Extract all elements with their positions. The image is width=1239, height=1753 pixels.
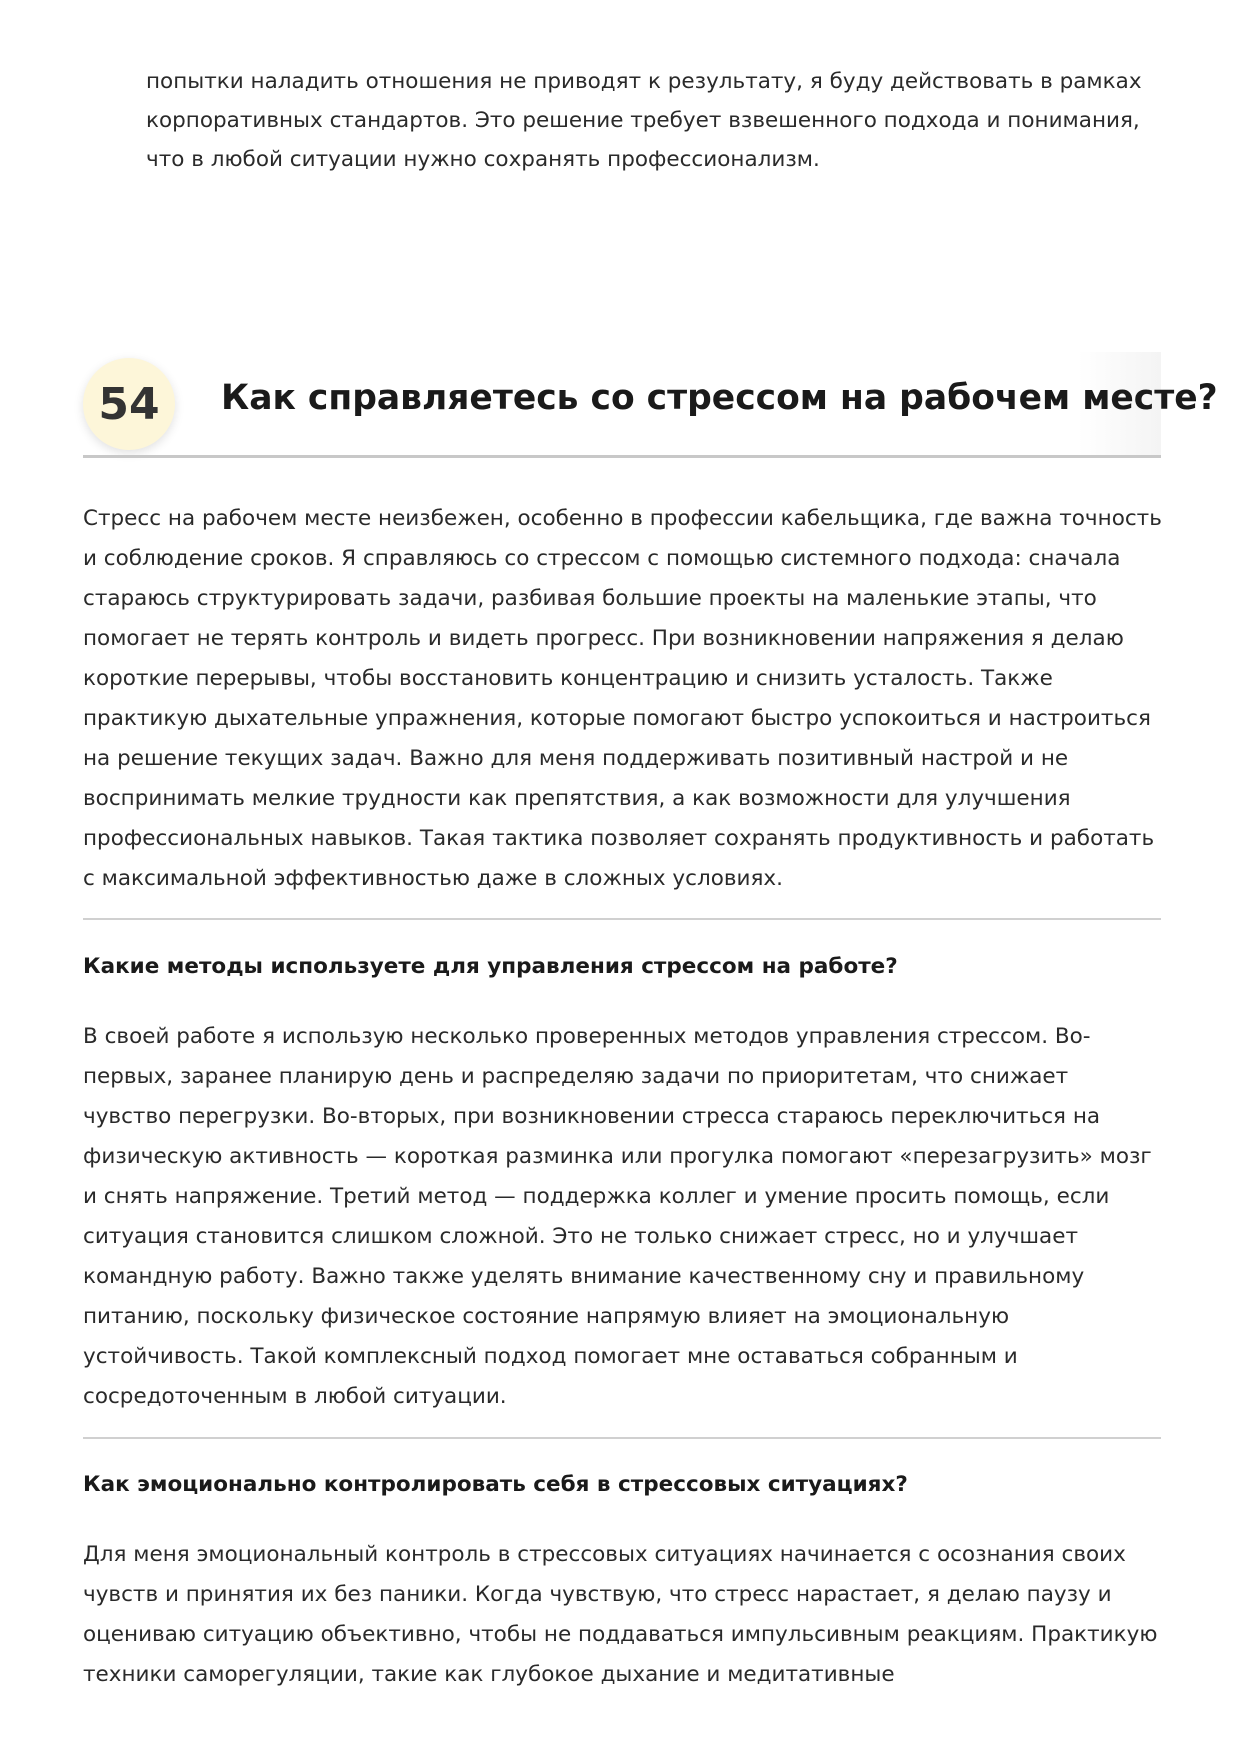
- question-answer: Стресс на рабочем месте неизбежен, особенно в профессии кабельщика, где важна точность и соблюдение сроков. Я справляюсь со стрессом с помощью системного подхода: сначала стараюсь структурировать задачи, разбивая большие проекты на маленькие этапы, что помогает не терять контроль и видеть прогресс. При возникновении напряжения я делаю короткие перерывы, чтобы восстановить концентрацию и снизить усталость. Также практикую дыхательные упражнения, которые помогают быстро успокоиться и настроиться на решение текущих задач. Важно для меня поддерживать позитивный настрой и не воспринимать мелкие трудности как препятствия, а как возможности для улучшения профессиональных навыков. Такая тактика позволяет сохранять продуктивность и работать с максимальной эффективностью даже в сложных условиях.: [83, 506, 1162, 891]
- question-number-badge: 54: [83, 358, 175, 450]
- header-divider: [83, 455, 1161, 458]
- followup-title-1: Какие методы используете для управления стрессом на работе?: [83, 954, 898, 979]
- question-title: Как справляетесь со стрессом на рабочем месте?: [221, 378, 1218, 418]
- section-divider: [83, 918, 1161, 920]
- question-header: [83, 352, 1218, 458]
- intro-paragraph: попытки наладить отношения не приводят к результату, я буду действовать в рамках корпоративных стандартов. Это решение требует взвешенного подхода и понимания, что в любой ситуации нужно сохранять профессионализм.: [146, 69, 1142, 172]
- followup-answer-2: Для меня эмоциональный контроль в стрессовых ситуациях начинается с осознания своих чувств и принятия их без паники. Когда чувствую, что стресс нарастает, я делаю паузу и оцениваю ситуацию объективно, чтобы не поддаваться импульсивным реакциям. Практикую техники саморегуляции, такие как глубокое дыхание и медитативные: [83, 1542, 1158, 1687]
- followup-answer-1: В своей работе я использую несколько проверенных методов управления стрессом. Во-первых, заранее планирую день и распределяю задачи по приоритетам, что снижает чувство перегрузки. Во-вторых, при возникновении стресса стараюсь переключиться на физическую активность — короткая разминка или прогулка помогают «перезагрузить» мозг и снять напряжение. Третий метод — поддержка коллег и умение просить помощь, если ситуация становится слишком сложной. Это не только снижает стресс, но и улучшает командную работу. Важно также уделять внимание качественному сну и правильному питанию, поскольку физическое состояние напрямую влияет на эмоциональную устойчивость. Такой комплексный подход помогает мне оставаться собранным и сосредоточенным в любой ситуации.: [83, 1024, 1152, 1409]
- section-divider: [83, 1437, 1161, 1439]
- followup-title-2: Как эмоционально контролировать себя в стрессовых ситуациях?: [83, 1472, 908, 1497]
